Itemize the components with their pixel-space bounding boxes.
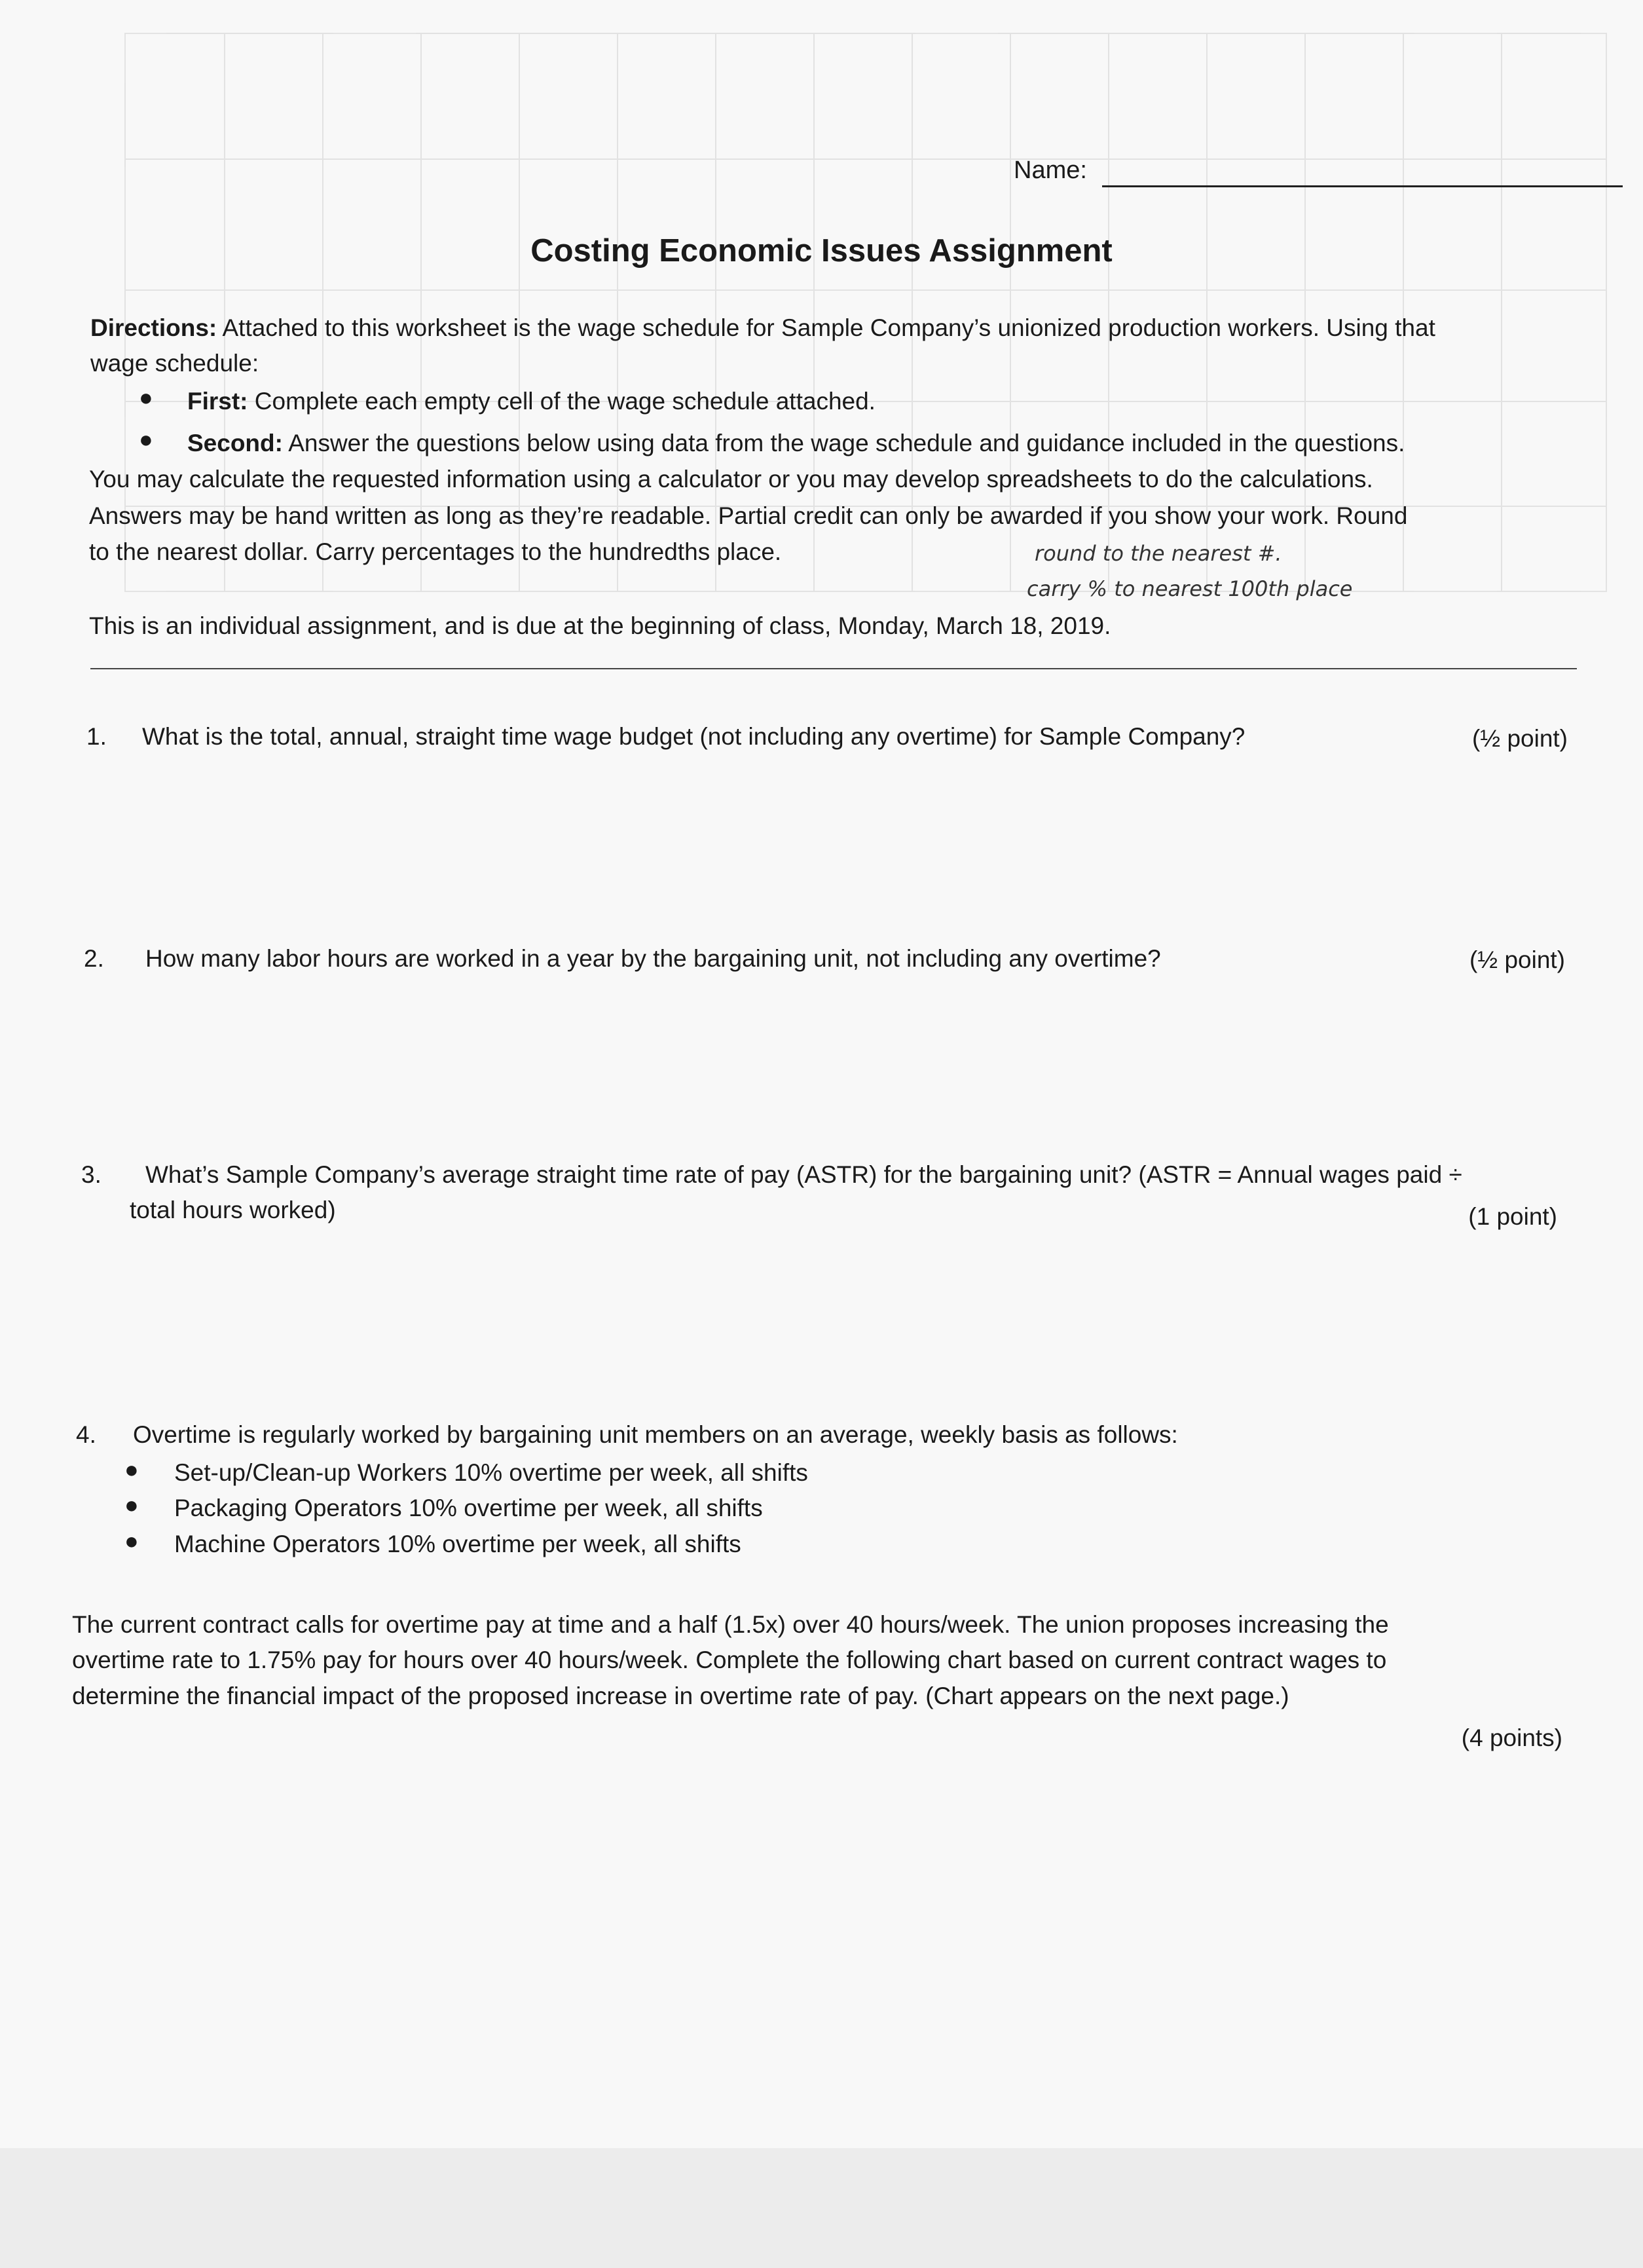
directions-label: Directions: xyxy=(90,314,217,341)
directions-intro-2: wage schedule: xyxy=(90,350,259,377)
bullet-dot: ● xyxy=(124,1527,139,1554)
q2-text: How many labor hours are worked in a year by the bargaining unit, not including any overtime? xyxy=(145,945,1161,972)
q4-para-3: determine the financial impact of the proposed increase in overtime rate of pay. (Chart appears on the next page.) xyxy=(72,1682,1289,1709)
bullet-dot: ● xyxy=(139,384,153,411)
q4-bullet-3: Machine Operators 10% overtime per week, all shifts xyxy=(174,1531,741,1557)
q4-bullet-2: Packaging Operators 10% overtime per week, all shifts xyxy=(174,1495,763,1521)
q3-text-2: total hours worked) xyxy=(130,1197,336,1223)
second-text: Answer the questions below using data from the wage schedule and guidance included in the questions. xyxy=(282,430,1405,456)
q4-text: Overtime is regularly worked by bargaining unit members on an average, weekly basis as follows: xyxy=(133,1421,1178,1448)
directions-body-1: You may calculate the requested information using a calculator or you may develop spreadsheets to do the calculations. xyxy=(89,466,1373,493)
q4-points: (4 points) xyxy=(1461,1724,1562,1751)
scan-margin xyxy=(0,2148,1643,2268)
q4-number: 4. xyxy=(76,1421,96,1448)
bullet-dot: ● xyxy=(139,426,153,453)
handwritten-note-round: round to the nearest #. xyxy=(1035,541,1282,566)
second-label: Second: xyxy=(187,430,283,456)
q2-points: (½ point) xyxy=(1469,946,1565,973)
due-date-line: This is an individual assignment, and is due at the beginning of class, Monday, March 18, 2019. xyxy=(89,612,1111,639)
page-title: Costing Economic Issues Assignment xyxy=(530,233,1113,269)
bullet-dot: ● xyxy=(124,1491,139,1518)
q4-para-2: overtime rate to 1.75% pay for hours over 40 hours/week. Complete the following chart based on current contract wages to xyxy=(72,1646,1387,1673)
q2-number: 2. xyxy=(84,945,104,972)
handwritten-note-carry: carry % to nearest 100th place xyxy=(1027,576,1353,601)
q3-points: (1 point) xyxy=(1468,1203,1557,1230)
q1-points: (½ point) xyxy=(1471,725,1568,752)
first-label: First: xyxy=(187,388,248,415)
directions-second xyxy=(187,425,1405,462)
directions-body-3: to the nearest dollar. Carry percentages to the hundredths place. xyxy=(89,538,782,565)
q3-text-1: What’s Sample Company’s average straight time rate of pay (ASTR) for the bargaining unit? (ASTR = Annual wages paid ÷ xyxy=(145,1161,1462,1188)
name-label: Name: xyxy=(1014,157,1087,184)
directions-intro-1: Attached to this worksheet is the wage schedule for Sample Company’s unionized production workers. Using that xyxy=(217,314,1435,341)
q4-para-1: The current contract calls for overtime pay at time and a half (1.5x) over 40 hours/week. The union proposes increasing the xyxy=(72,1611,1389,1638)
directions-body-2: Answers may be hand written as long as they’re readable. Partial credit can only be awarded if you show your work. Round xyxy=(89,502,1408,529)
section-divider xyxy=(90,668,1577,669)
directions-first xyxy=(187,383,876,420)
q4-bullet-1: Set-up/Clean-up Workers 10% overtime per week, all shifts xyxy=(174,1459,808,1486)
q1-text: What is the total, annual, straight time wage budget (not including any overtime) for Sample Company? xyxy=(142,723,1246,750)
q3-number: 3. xyxy=(81,1161,102,1188)
name-field-line[interactable] xyxy=(1102,185,1623,187)
q1-number: 1. xyxy=(86,723,107,750)
bullet-dot: ● xyxy=(124,1456,139,1483)
directions-line-1 xyxy=(90,310,1435,346)
first-text: Complete each empty cell of the wage schedule attached. xyxy=(248,388,876,415)
